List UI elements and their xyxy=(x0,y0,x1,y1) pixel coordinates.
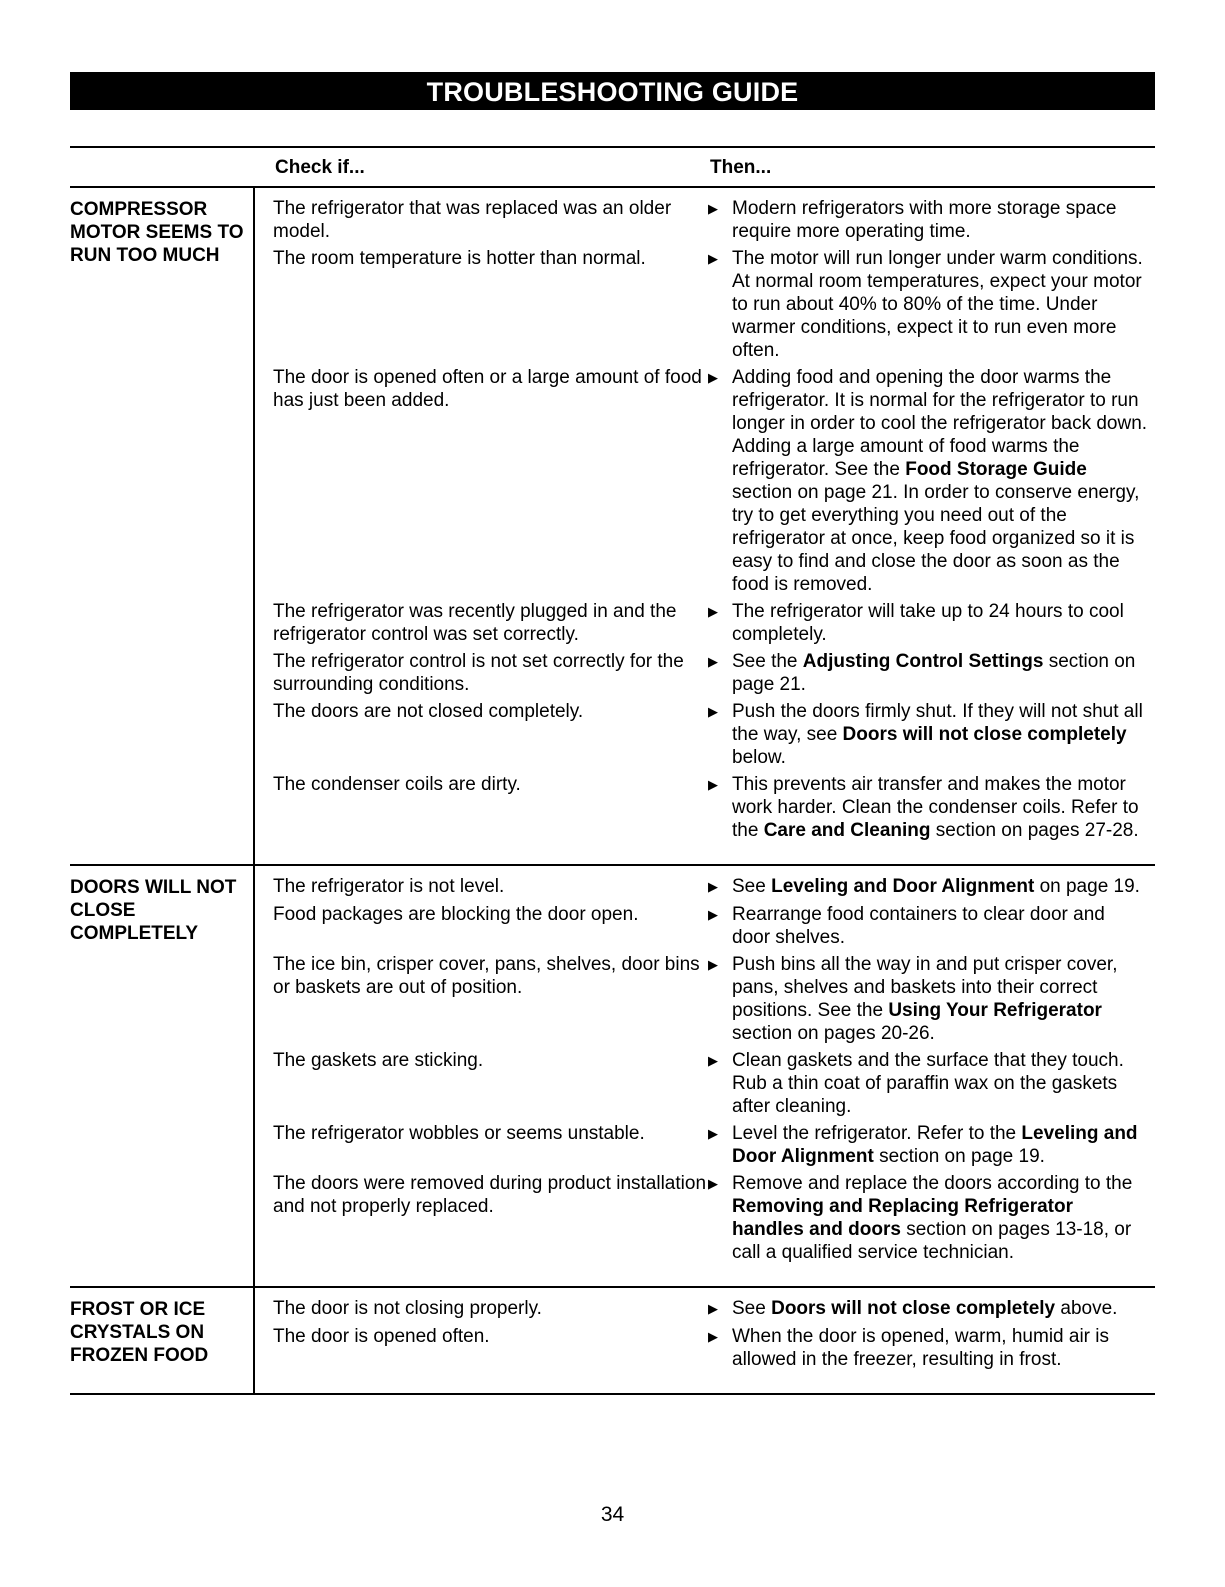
check-cell: The refrigerator control is not set correctly for the surrounding conditions. xyxy=(273,651,684,695)
then-text xyxy=(732,953,1148,1045)
problem-heading: FROST OR ICE CRYSTALS ON FROZEN FOOD xyxy=(70,1299,209,1366)
table-row xyxy=(255,600,1155,646)
then-text-segment: This prevents air transfer and makes the motor work harder. Clean the condenser coils. Refer to the xyxy=(732,774,1139,841)
then-cell xyxy=(708,650,1148,696)
table-row xyxy=(255,773,1155,842)
table-header-row xyxy=(70,146,1155,188)
then-text xyxy=(732,366,1148,596)
triangle-right-icon: ▶ xyxy=(708,879,718,894)
section-reference: Care and Cleaning xyxy=(763,820,931,841)
then-text-segment: below. xyxy=(732,747,786,768)
table-row xyxy=(255,1122,1155,1168)
check-cell: Food packages are blocking the door open. xyxy=(273,904,639,925)
then-cell xyxy=(708,600,1148,646)
then-text xyxy=(732,700,1148,769)
triangle-right-icon: ▶ xyxy=(708,777,718,792)
section-reference: Leveling and Door Alignment xyxy=(771,876,1035,897)
table-row xyxy=(255,953,1155,1045)
check-cell: The refrigerator is not level. xyxy=(273,876,505,897)
problem-heading: COMPRESSOR MOTOR SEEMS TO RUN TOO MUCH xyxy=(70,199,244,266)
then-text-segment: section on page 21. In order to conserve energy, try to get everything you need out of the refrigerator at once, keep food organized so it is easy to find and close the door as soon as the food is removed. xyxy=(732,482,1140,595)
problem-section xyxy=(70,188,1155,866)
then-text-segment: Adding food and opening the door warms the refrigerator. It is normal for the refrigerator to run longer in order to cool the refrigerator back down. Adding a large amount of food warms the refrigerator. See the xyxy=(732,367,1148,480)
problem-rows xyxy=(253,188,1155,864)
then-text-segment: The refrigerator will take up to 24 hours to cool completely. xyxy=(732,601,1124,645)
table-row xyxy=(255,1172,1155,1264)
triangle-right-icon: ▶ xyxy=(708,704,718,719)
table-body xyxy=(70,188,1155,1395)
triangle-right-icon: ▶ xyxy=(708,1176,718,1191)
triangle-right-icon: ▶ xyxy=(708,1053,718,1068)
table-row xyxy=(255,650,1155,696)
then-cell xyxy=(708,1297,1148,1321)
check-cell: The door is opened often. xyxy=(273,1326,490,1347)
column-header-check: Check if... xyxy=(275,157,365,178)
then-text-segment: When the door is opened, warm, humid air is allowed in the freezer, resulting in frost. xyxy=(732,1326,1110,1370)
problem-rows xyxy=(253,1288,1155,1393)
then-cell xyxy=(708,700,1148,769)
then-text-segment: section on pages 20-26. xyxy=(732,1023,935,1044)
then-cell xyxy=(708,197,1148,243)
then-text-segment: section on page 19. xyxy=(873,1146,1045,1167)
then-text-segment: section on page 21. xyxy=(732,651,1136,695)
section-reference: Leveling and Door Alignment xyxy=(732,1123,1138,1167)
triangle-right-icon: ▶ xyxy=(708,1329,718,1344)
then-text xyxy=(732,1122,1148,1168)
then-cell xyxy=(708,1172,1148,1264)
triangle-right-icon: ▶ xyxy=(708,907,718,922)
problem-rows xyxy=(253,866,1155,1286)
then-cell xyxy=(708,1049,1148,1118)
problem-heading: DOORS WILL NOT CLOSE COMPLETELY xyxy=(70,877,237,944)
check-cell: The refrigerator was recently plugged in and the refrigerator control was set correctly. xyxy=(273,601,677,645)
triangle-right-icon: ▶ xyxy=(708,370,718,385)
then-text-segment: Push bins all the way in and put crisper cover, pans, shelves and baskets into their correct positions. See the xyxy=(732,954,1118,1021)
section-reference: Removing and Replacing Refrigerator handles and doors xyxy=(732,1196,1074,1240)
check-cell: The refrigerator wobbles or seems unstable. xyxy=(273,1123,645,1144)
table-row xyxy=(255,247,1155,362)
problem-section xyxy=(70,1288,1155,1395)
then-cell xyxy=(708,247,1148,362)
then-text xyxy=(732,903,1148,949)
section-reference: Doors will not close completely xyxy=(771,1298,1056,1319)
table-row xyxy=(255,1297,1155,1321)
then-text-segment: See the xyxy=(732,651,803,672)
then-text xyxy=(732,197,1148,243)
then-text-segment: Modern refrigerators with more storage space require more operating time. xyxy=(732,198,1117,242)
then-text-segment: Remove and replace the doors according to the xyxy=(732,1173,1133,1194)
then-cell xyxy=(708,903,1148,949)
column-header-then: Then... xyxy=(710,157,772,178)
then-text xyxy=(732,247,1148,362)
then-text-segment: See xyxy=(732,1298,772,1319)
then-text-segment: above. xyxy=(1055,1298,1118,1319)
then-cell xyxy=(708,875,1148,899)
then-text xyxy=(732,1325,1148,1371)
then-text-segment: The motor will run longer under warm conditions. At normal room temperatures, expect your motor to run about 40% to 80% of the time. Under warmer conditions, expect it to run even more often. xyxy=(732,248,1143,361)
triangle-right-icon: ▶ xyxy=(708,1126,718,1141)
triangle-right-icon: ▶ xyxy=(708,604,718,619)
then-text xyxy=(732,1049,1148,1118)
then-text-segment: Clean gaskets and the surface that they touch. Rub a thin coat of paraffin wax on the gaskets after cleaning. xyxy=(732,1050,1124,1117)
triangle-right-icon: ▶ xyxy=(708,201,718,216)
triangle-right-icon: ▶ xyxy=(708,1301,718,1316)
then-cell xyxy=(708,366,1148,596)
then-text xyxy=(732,600,1148,646)
table-row xyxy=(255,197,1155,243)
page-title: TROUBLESHOOTING GUIDE xyxy=(70,72,1155,110)
then-text-segment: section on pages 27-28. xyxy=(930,820,1139,841)
check-cell: The ice bin, crisper cover, pans, shelves, door bins or baskets are out of position. xyxy=(273,954,700,998)
section-reference: Food Storage Guide xyxy=(905,459,1087,480)
table-row xyxy=(255,366,1155,596)
then-cell xyxy=(708,1122,1148,1168)
then-text xyxy=(732,1297,1148,1321)
triangle-right-icon: ▶ xyxy=(708,654,718,669)
table-row xyxy=(255,903,1155,949)
then-text xyxy=(732,773,1148,842)
check-cell: The doors were removed during product installation and not properly replaced. xyxy=(273,1173,707,1217)
check-cell: The door is not closing properly. xyxy=(273,1298,542,1319)
then-text-segment: Level the refrigerator. Refer to the xyxy=(732,1123,1022,1144)
triangle-right-icon: ▶ xyxy=(708,957,718,972)
check-cell: The room temperature is hotter than normal. xyxy=(273,248,646,269)
triangle-right-icon: ▶ xyxy=(708,251,718,266)
troubleshooting-table xyxy=(70,146,1155,1395)
table-row xyxy=(255,1325,1155,1371)
then-cell xyxy=(708,1325,1148,1371)
then-text-segment: Rearrange food containers to clear door and door shelves. xyxy=(732,904,1105,948)
check-cell: The door is opened often or a large amount of food has just been added. xyxy=(273,367,702,411)
check-cell: The doors are not closed completely. xyxy=(273,701,584,722)
then-text-segment: section on pages 13-18, or call a qualified service technician. xyxy=(732,1219,1132,1263)
then-cell xyxy=(708,953,1148,1045)
section-reference: Doors will not close completely xyxy=(842,724,1127,745)
table-row xyxy=(255,700,1155,769)
then-text-segment: See xyxy=(732,876,772,897)
table-row xyxy=(255,1049,1155,1118)
check-cell: The refrigerator that was replaced was an older model. xyxy=(273,198,672,242)
then-text xyxy=(732,650,1148,696)
then-text xyxy=(732,1172,1148,1264)
section-reference: Using Your Refrigerator xyxy=(888,1000,1102,1021)
then-text-segment: Push the doors firmly shut. If they will not shut all the way, see xyxy=(732,701,1143,745)
then-cell xyxy=(708,773,1148,842)
then-text-segment: on page 19. xyxy=(1034,876,1140,897)
check-cell: The condenser coils are dirty. xyxy=(273,774,521,795)
then-text xyxy=(732,875,1148,899)
problem-section xyxy=(70,866,1155,1288)
section-reference: Adjusting Control Settings xyxy=(802,651,1044,672)
table-row xyxy=(255,875,1155,899)
check-cell: The gaskets are sticking. xyxy=(273,1050,484,1071)
page-number: 34 xyxy=(600,1503,625,1526)
